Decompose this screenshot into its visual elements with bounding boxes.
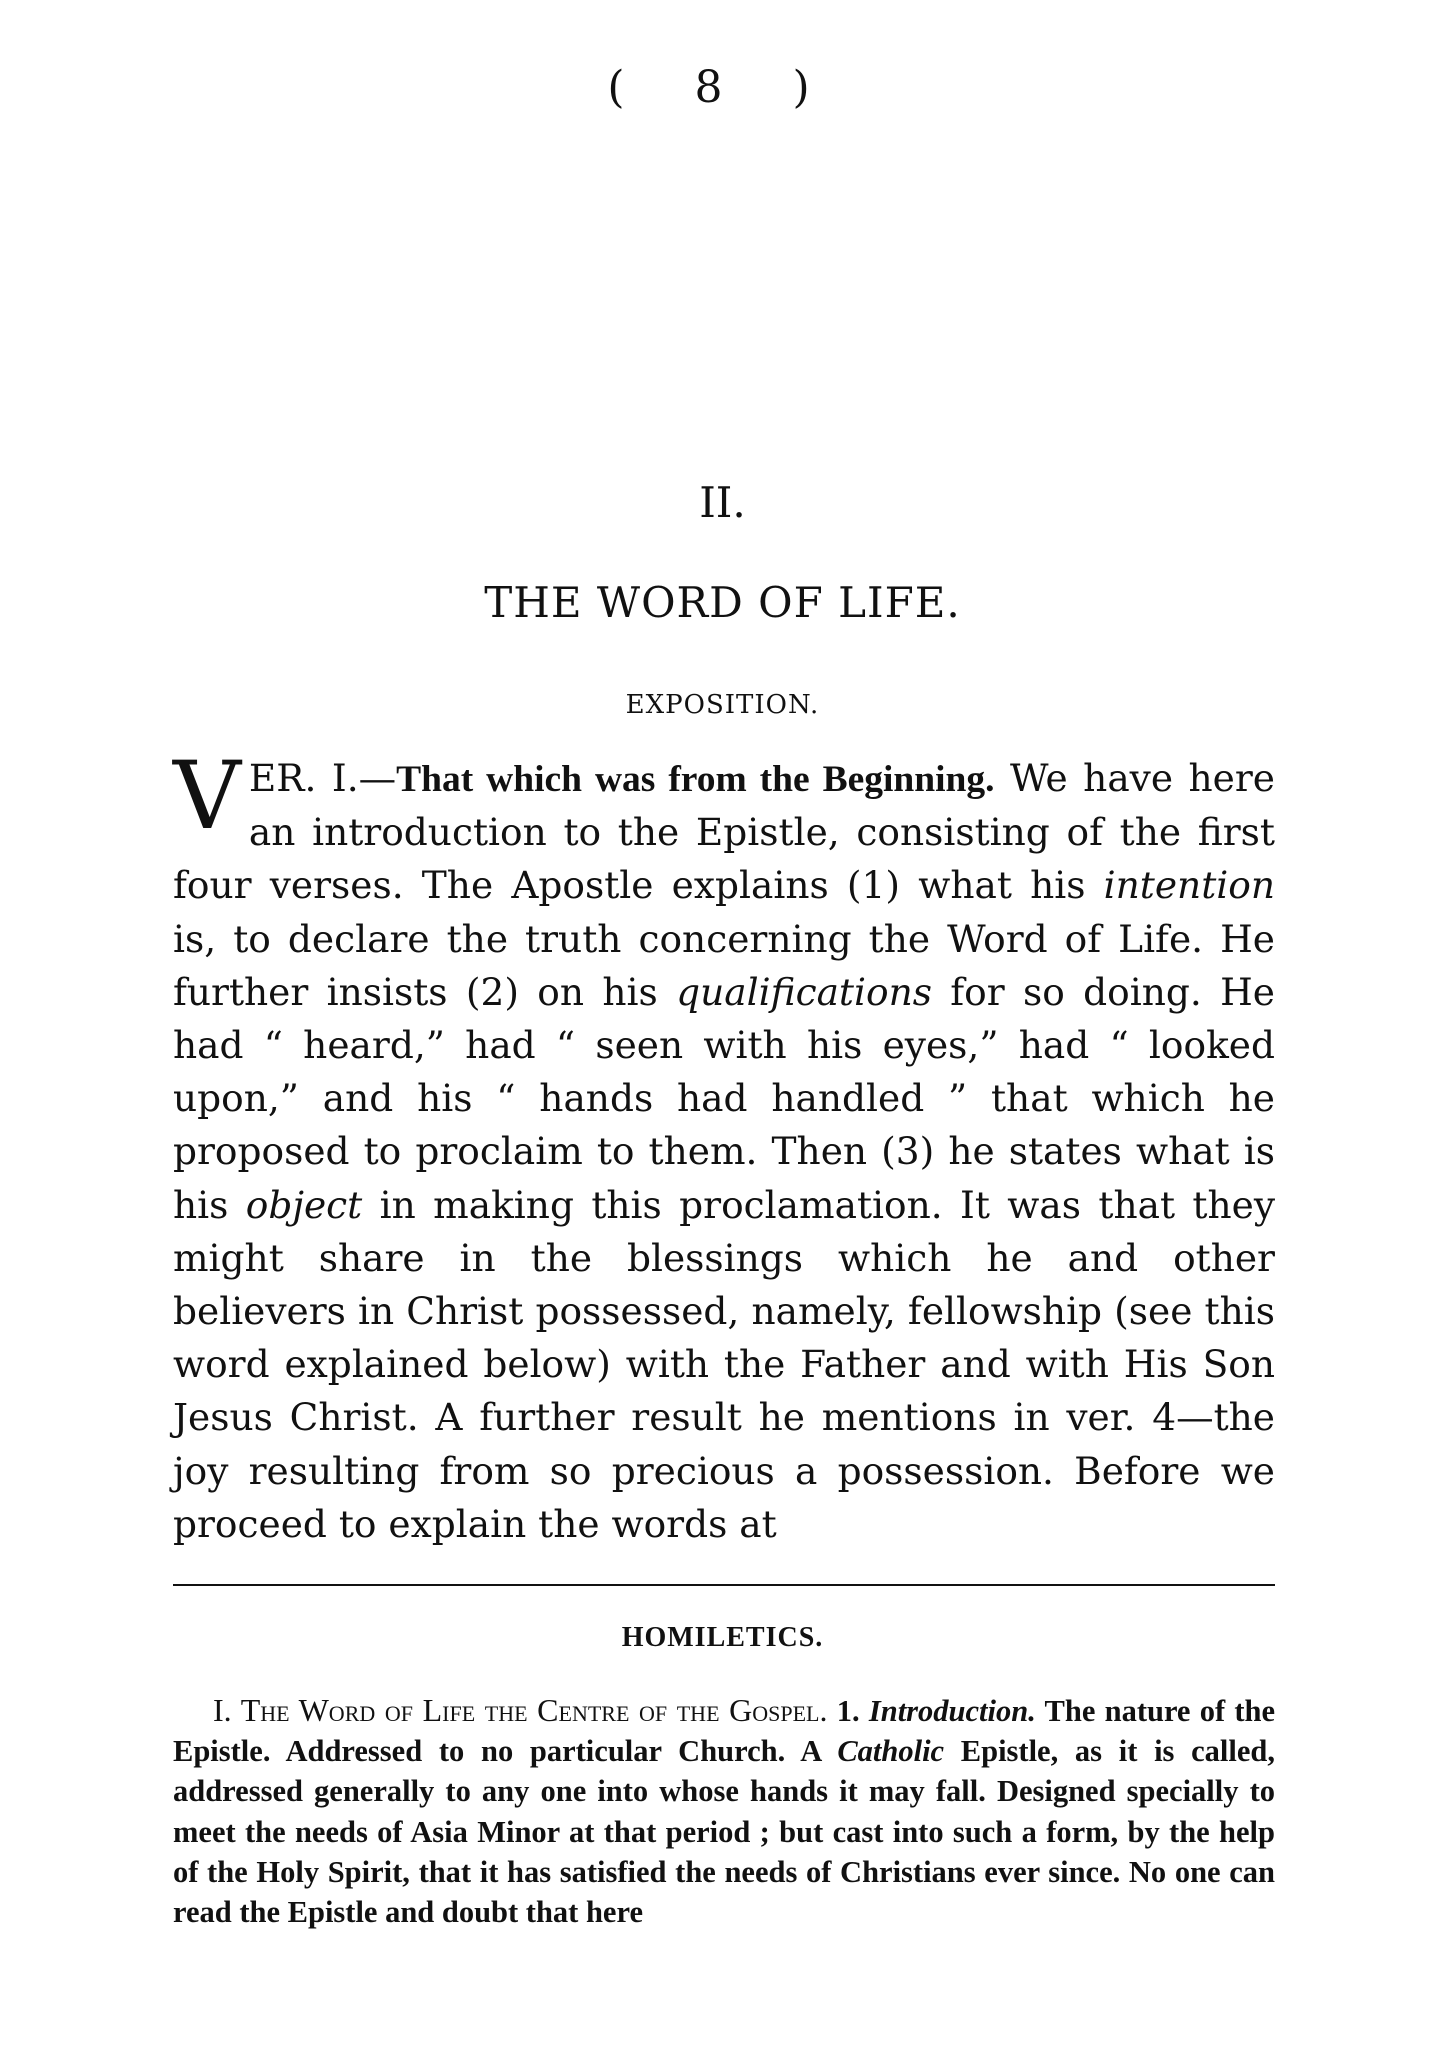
- exposition-text-3: for so doing. He had “ heard,” had “ seen with his eyes,” had “ looked upon,” and his “ hands had handled ” that which he proposed to proclaim to them. Then (3) he states what is his: [173, 969, 1275, 1227]
- exposition-emphasis-qualifications: qualifications: [676, 969, 932, 1014]
- verse-lead-text: That which was from the Beginning.: [396, 759, 995, 800]
- homiletics-emphasis-catholic: Catholic: [837, 1734, 945, 1769]
- exposition-emphasis-intention: intention: [1103, 863, 1275, 908]
- exposition-text-4: in making this proclamation. It was that they might share in the blessings which he and other believers in Christ possessed, namely, fellowship (see this word explained below) with the Father and with His Son Jesus Christ. A further result he mentions in ver. 4—the joy resulting from so precious a possession. Before we proceed to explain the words at: [173, 1182, 1276, 1546]
- drop-cap: V: [173, 742, 241, 851]
- homiletics-text-2: Epistle, as it is called, addressed generally to any one into whose hands it may fall. Designed specially to meet the needs of Asia Minor at that period ; but cast into such a form, by the help of the Holy Spirit, that it has satisfied the needs of Christians ever since. No one can read the Epistle and doubt that here: [173, 1734, 1275, 1930]
- page-number: ( 8 ): [607, 62, 838, 113]
- homiletics-text-1: The nature of the Epistle. Addressed to no particular Church. A: [173, 1694, 1276, 1769]
- exposition-heading: EXPOSITION.: [625, 690, 820, 720]
- homiletics-heading: HOMILETICS.: [621, 1622, 824, 1653]
- homiletics-section-title: I. The Word of Life the Centre of the Gospel.: [213, 1692, 828, 1728]
- chapter-number: II.: [699, 478, 746, 527]
- exposition-text-1: We have here an introduction to the Epistle, consisting of the first four verses. The Apostle explains (1) what his: [173, 756, 1275, 908]
- exposition-paragraph: [173, 742, 1276, 1551]
- homiletics-point-number: 1.: [827, 1694, 869, 1728]
- homiletics-paragraph: [173, 1690, 1275, 1932]
- verse-reference: ER. I.—: [248, 756, 397, 800]
- homiletics-emphasis-introduction: Introduction.: [868, 1694, 1036, 1728]
- exposition-emphasis-object: object: [245, 1182, 363, 1227]
- section-divider: [173, 1584, 1275, 1586]
- chapter-title: THE WORD OF LIFE.: [484, 578, 961, 627]
- exposition-text-2: is, to declare the truth concerning the Word of Life. He further insists (2) on his: [173, 916, 1275, 1014]
